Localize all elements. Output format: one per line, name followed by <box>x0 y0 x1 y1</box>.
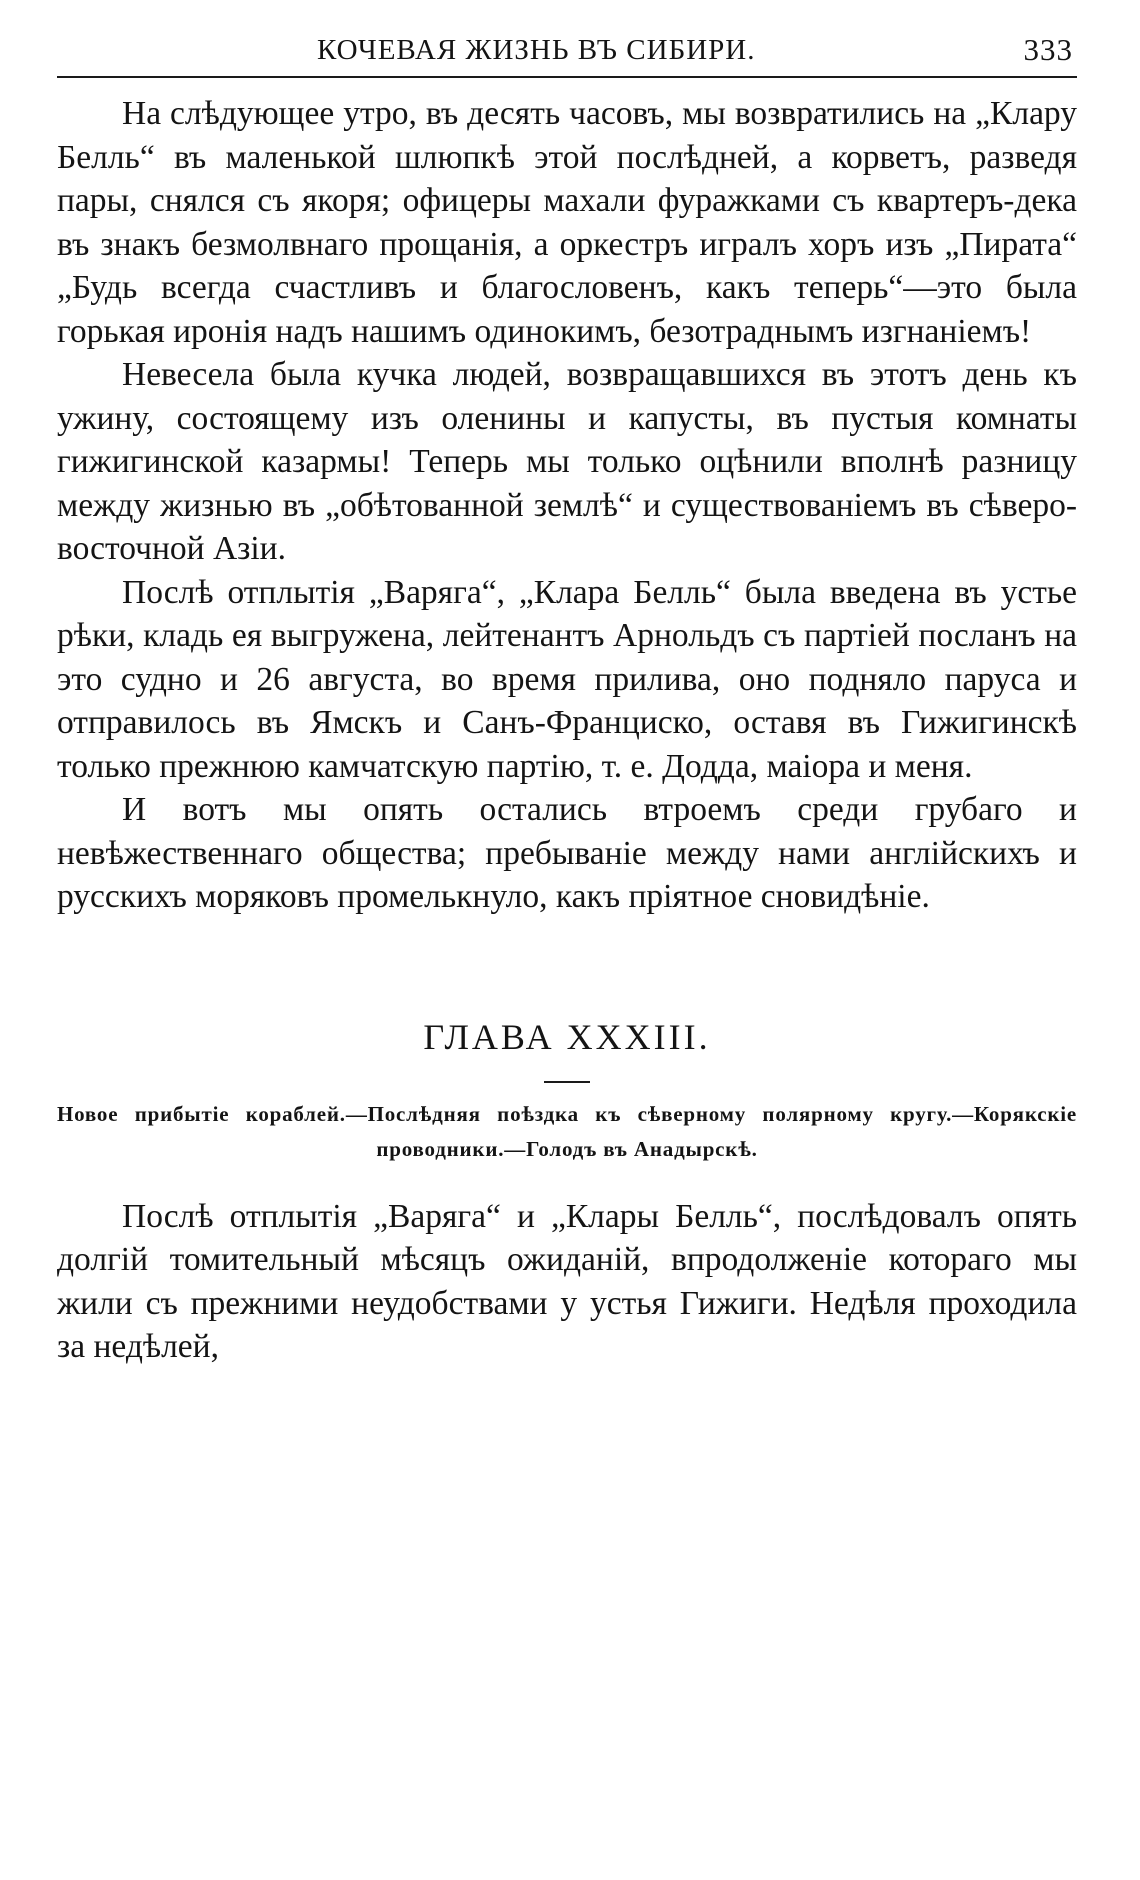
book-page <box>57 28 1077 1369</box>
paragraph-3: Послѣ отплытія „Варяга“, „Клара Белль“ была введена въ устье рѣки, кладь ея выгружена, лейтенантъ Арнольдъ съ партіей посланъ на это судно и 26 августа, во время прилива, оно подняло паруса и отправилось въ Ямскъ и Санъ-Франциско, оставя въ Гижигинскѣ только прежнюю камчатскую партію, т. е. Додда, маіора и меня. <box>57 573 1077 785</box>
chapter-divider <box>544 1081 590 1083</box>
chapter-synopsis: Новое прибытіе кораблей.—Послѣдняя поѣздка къ сѣверному полярному кругу.—Корякскіе проводники.—Голодъ въ Анадырскѣ. <box>57 1101 1077 1161</box>
chapter-heading <box>57 1015 1077 1083</box>
page-number: 333 <box>1023 32 1073 67</box>
chapter-title: ГЛАВА XXXIII. <box>423 1016 711 1057</box>
chapter-body <box>57 1195 1077 1369</box>
paragraph-4: И вотъ мы опять остались втроемъ среди грубаго и невѣжественнаго общества; пребываніе между нами англійскихъ и русскихъ моряковъ промелькнуло, какъ пріятное сновидѣніе. <box>57 791 1077 915</box>
chapter-paragraph-1: Послѣ отплытія „Варяга“ и „Клары Белль“, послѣдовалъ опять долгій томительный мѣсяцъ ожиданій, впродолженіе котораго мы жили съ прежними неудобствами у устья Гижиги. Недѣля проходила за недѣлей, <box>57 1197 1077 1365</box>
paragraph-2: Невесела была кучка людей, возвращавшихся въ этотъ день къ ужину, состоящему изъ оленины и капусты, въ пустыя комнаты гижигинской казармы! Теперь мы только оцѣнили вполнѣ разницу между жизнью въ „обѣтованной землѣ“ и существованіемъ въ сѣверо-восточной Азіи. <box>57 356 1077 567</box>
running-header <box>57 28 1077 78</box>
body-text <box>57 92 1077 919</box>
running-title: КОЧЕВАЯ ЖИЗНЬ ВЪ СИБИРИ. <box>317 34 756 66</box>
paragraph-1: На слѣдующее утро, въ десять часовъ, мы возвратились на „Клару Белль“ въ маленькой шлюпкѣ этой послѣдней, а корветъ, разведя пары, снялся съ якоря; офицеры махали фуражками съ квартеръ-дека въ знакъ безмолвнаго прощанія, а оркестръ игралъ хоръ изъ „Пирата“ „Будь всегда счастливъ и благословенъ, какъ теперь“—это была горькая иронія надъ нашимъ одинокимъ, безотраднымъ изгнаніемъ! <box>57 95 1077 350</box>
